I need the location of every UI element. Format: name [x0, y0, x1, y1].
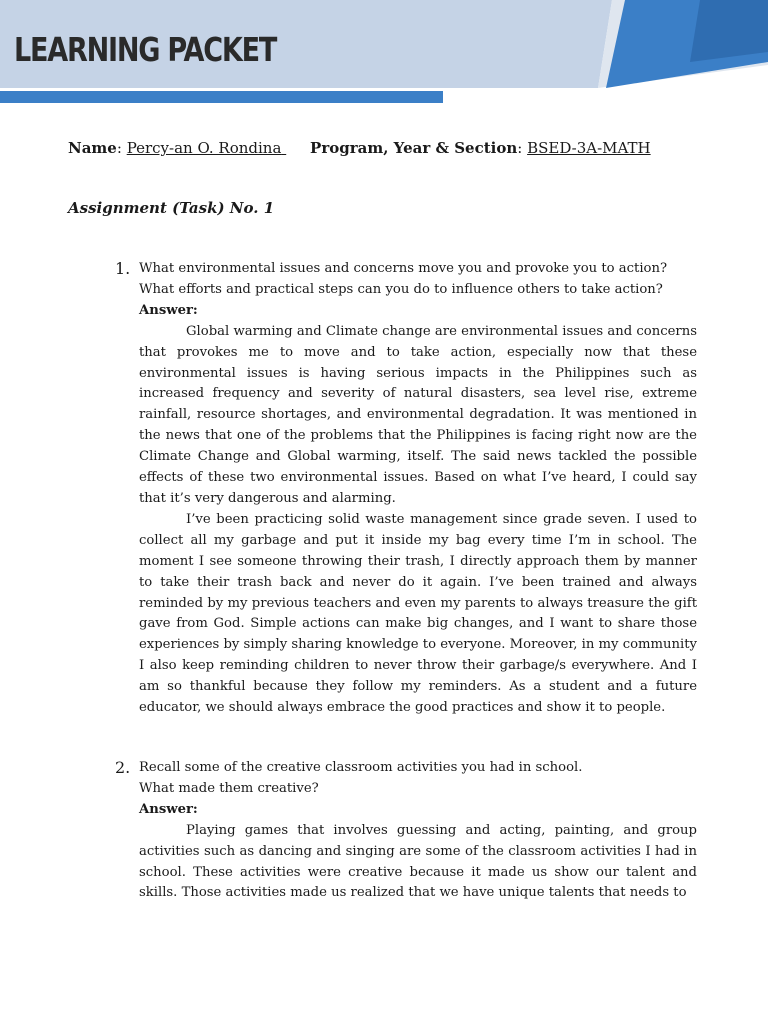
- question-prompt: Recall some of the creative classroom activities you had in school.: [139, 760, 583, 775]
- program-value: BSED-3A-MATH: [527, 139, 651, 157]
- name-value: Percy-an O. Rondina: [126, 139, 282, 157]
- answer-label: Answer:: [139, 302, 198, 318]
- answer-paragraph: Global warming and Climate change are environmental issues and concerns that provokes me to move and to take action, especially now that these environmental issues is having serious impacts in the Philippines such as increased frequency and severity of natural disasters, sea level rise, extreme rainfall, resource shortages, and environmental degradation. It was mentioned in the news that one of the problems that the Philippines is facing right now are the Climate Change and Global warming, itself. The said news tackled the possible effects of these two environmental issues. Based on what I’ve heard, I could say that it’s very dangerous and alarming.: [139, 323, 697, 506]
- answer-label: Answer:: [139, 801, 198, 817]
- answer-paragraph: I’ve been practicing solid waste management since grade seven. I used to collect all my garbage and put it inside my bag every time I’m in school. The moment I see someone throwing their trash, I directly approach them by manner to take their trash back and never do it again. I’ve been trained and always reminded by my previous teachers and even my parents to always treasure the gift gave from God. Simple actions can make big changes, and I want to share those experiences by simply sharing knowledge to everyone. Moreover, in my community I also keep reminding children to never throw their garbage/s everywhere. And I am so thankful because they follow my reminders. As a student and a future educator, we should always embrace the good practices and show it to people.: [139, 511, 697, 716]
- packet-title: LEARNING PACKET: [14, 30, 277, 69]
- question-prompt: What efforts and practical steps can you do to influence others to take action?: [139, 281, 663, 297]
- question-prompt: What made them creative?: [139, 780, 319, 796]
- name-colon: :: [116, 139, 127, 157]
- question-number: 1.: [115, 259, 131, 278]
- question-block: [139, 259, 697, 719]
- program-colon: :: [517, 139, 528, 157]
- question-block: [139, 758, 697, 904]
- student-info-line: [68, 139, 728, 157]
- assignment-title: Assignment (Task) No. 1: [68, 199, 275, 217]
- name-label: Name: [68, 139, 117, 157]
- answer-paragraph: Playing games that involves guessing and acting, painting, and group activities such as dancing and singing are some of the classroom activities I had in school. These activities were creative because it made us show our talent and skills. Those activities made us realized that we have unique talents that needs to: [139, 822, 697, 901]
- question-number: 2.: [115, 758, 131, 777]
- header-banner: [0, 0, 768, 105]
- program-label: Program, Year & Section: [310, 139, 518, 157]
- question-prompt: What environmental issues and concerns move you and provoke you to action?: [139, 261, 668, 276]
